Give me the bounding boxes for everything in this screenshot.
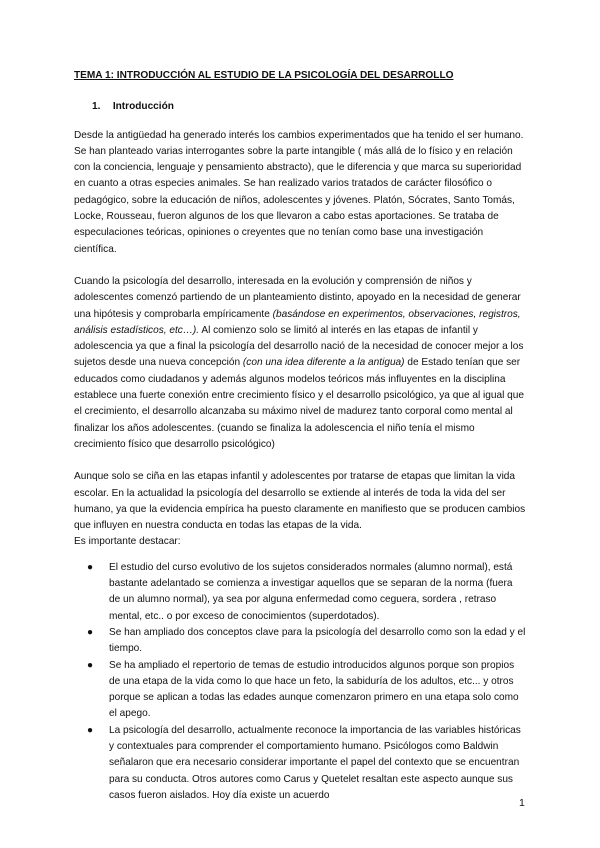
bullet-icon: ● xyxy=(87,561,94,573)
bullet-list xyxy=(74,560,526,804)
list-item-text: El estudio del curso evolutivo de los sujetos considerados normales (alumno normal), está bastante adelantado se comienza a investigar aquellos que se separan de la norma (fuera de un alumno normal), ya sea por alguna enfermedad como ceguera, sordera , retraso mental, etc.. o por exceso de conocimientos (superdotados). xyxy=(109,561,513,622)
bullet-icon: ● xyxy=(87,659,94,671)
paragraph-2 xyxy=(74,274,526,453)
list-item-text: La psicología del desarrollo, actualmente reconoce la importancia de las variables históricas y contextuales para comprender el comportamiento humano. Psicólogos como Baldwin señalaron que era necesario considerar importante el papel del contexto que se encuentran para su conducta. Otros autores como Carus y Quetelet resaltan este aspecto aunque sus casos fueron aislados. Hoy día existe un acuerdo xyxy=(109,724,521,801)
paragraph-2-part-2: Al comienzo solo se limitó al interés en las etapas de infantil y adolescencia ya que a final la psicología del desarrollo nació de la necesidad de conocer mejor a los sujetos desde una nueva concepción xyxy=(74,324,524,369)
lead-in: Es importante destacar: xyxy=(74,536,181,548)
bullet-icon: ● xyxy=(87,724,94,736)
document-title: TEMA 1: INTRODUCCIÓN AL ESTUDIO DE LA PSICOLOGÍA DEL DESARROLLO xyxy=(74,70,454,81)
paragraph-2-part-1: Cuando la psicología del desarrollo, interesada en la evolución y comprensión de niños y adolescentes comenzó partiendo de un planteamiento distinto, apoyado en la necesidad de generar una hipótesis y comprobarla empíricamente xyxy=(74,275,521,320)
paragraph-2-part-3: de Estado tenían que ser educados como ciudadanos y además algunos modelos teóricos más influyentes en la disciplina establece una fuerte conexión entre crecimiento físico y el desarrollo psicológico, ya que al igual que el crecimiento, el desarrollo alcanzaba su máximo nivel de madurez tanto corporal como mental al finalizar los años adolescentes. (cuando se finaliza la adolescencia el niño tenía el mismo crecimiento físico que desarrollo psicológico) xyxy=(74,357,524,450)
section-heading-text: Introducción xyxy=(112,101,174,113)
list-item-text: Se han ampliado dos conceptos clave para la psicología del desarrollo como son la edad y el tiempo. xyxy=(109,626,526,655)
paragraph-2-italic-2: (con una idea diferente a la antigua) xyxy=(242,357,405,369)
list-item xyxy=(87,658,526,723)
section-heading xyxy=(92,99,526,115)
list-item xyxy=(87,723,526,804)
list-item xyxy=(87,560,526,625)
paragraph-1: Desde la antigüedad ha generado interés los cambios experimentados que ha tenido el ser humano. Se han planteado varias interrogantes sobre la parte intangible ( más allá de lo físico y en relación con la conciencia, lenguaje y pensamiento abstracto), que le diferencia y que marca su superioridad en cuanto a otras especies animales. Se han realizado varios tratados de carácter filosófico o pedagógico, sobre la educación de niños, adolescentes y jóvenes. Platón, Sócrates, Santo Tomás, Locke, Rousseau, fueron algunos de los que llevaron a cabo estas aportaciones. Se trataba de especulaciones teóricas, opiniones o creyentes que no tenían como base una investigación científica. xyxy=(74,129,524,255)
document-page xyxy=(74,68,526,804)
paragraph-2-italic-1: (basándose en experimentos, observaciones, registros, análisis estadísticos, etc…). xyxy=(74,308,521,336)
page-number: 1 xyxy=(519,797,525,809)
bullet-icon: ● xyxy=(87,626,94,638)
list-item-text: Se ha ampliado el repertorio de temas de estudio introducidos algunos porque son propios de una etapa de la vida como lo que hace un feto, la sabiduría de los adultos, etc... y otros porque se aplican a todas las edades aunque comenzaron primero en una etapa solo como el apego. xyxy=(109,659,519,720)
list-item xyxy=(87,625,526,658)
section-number: 1. xyxy=(92,101,101,113)
paragraph-3: Aunque solo se ciña en las etapas infantil y adolescentes por tratarse de etapas que limitan la vida escolar. En la actualidad la psicología del desarrollo se extiende al interés de toda la vida del ser humano, ya que la evidencia empírica ha puesto claramente en manifiesto que se producen cambios que influyen en nuestra conducta en todas las etapas de la vida. xyxy=(74,471,526,532)
